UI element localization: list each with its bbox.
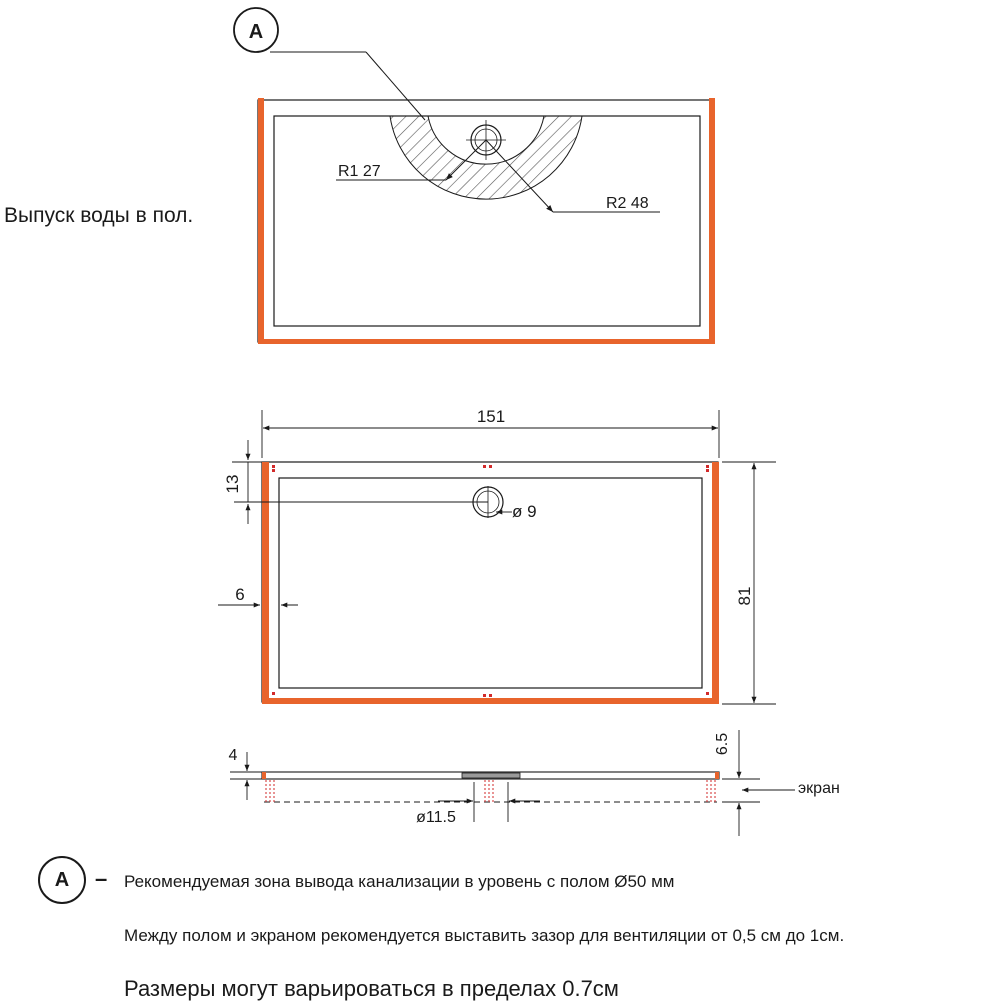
side-offset-label: 6 [235, 585, 245, 604]
height-label: 81 [735, 586, 754, 606]
legend-marker-a: A [38, 856, 86, 904]
edge-right-plan [712, 462, 719, 704]
water-outlet-caption: Выпуск воды в пол. [4, 204, 194, 227]
drain-offset-label: 13 [223, 474, 242, 494]
drain-pipe-label: ø11.5 [416, 809, 456, 826]
radius-outer-label: R2 48 [606, 195, 649, 212]
edge-left-side [262, 772, 266, 779]
drain-diameter-label: ø 9 [512, 502, 537, 521]
width-label: 151 [476, 407, 506, 426]
side-view [229, 730, 840, 836]
legend-dash: – [95, 866, 108, 891]
legend-note-drain-zone: Рекомендуемая зона вывода канализации в уровень с полом Ø50 мм [124, 872, 675, 891]
legend-note-tolerance: Размеры могут варьироваться в пределах 0.7см [124, 976, 619, 1001]
drain-flange [462, 773, 520, 778]
side-height-label: 6.5 [714, 732, 731, 756]
edge-right-side [715, 772, 719, 779]
edge-left-plan [262, 462, 269, 704]
plan-view [218, 407, 776, 704]
legend-note-ventilation-gap: Между полом и экраном рекомендуется выставить зазор для вентиляции от 0,5 см до 1см. [124, 926, 845, 945]
screen-label: экран [798, 780, 840, 797]
edge-right-top [709, 98, 715, 342]
marker-a-label: A [248, 21, 264, 43]
radius-inner-label: R1 27 [338, 163, 381, 180]
support-legs [266, 780, 715, 802]
top-view [4, 8, 715, 344]
edge-bottom-top [258, 339, 715, 344]
edge-left-top [258, 98, 264, 342]
thickness-label: 4 [228, 747, 238, 764]
edge-bottom-plan [262, 698, 719, 704]
